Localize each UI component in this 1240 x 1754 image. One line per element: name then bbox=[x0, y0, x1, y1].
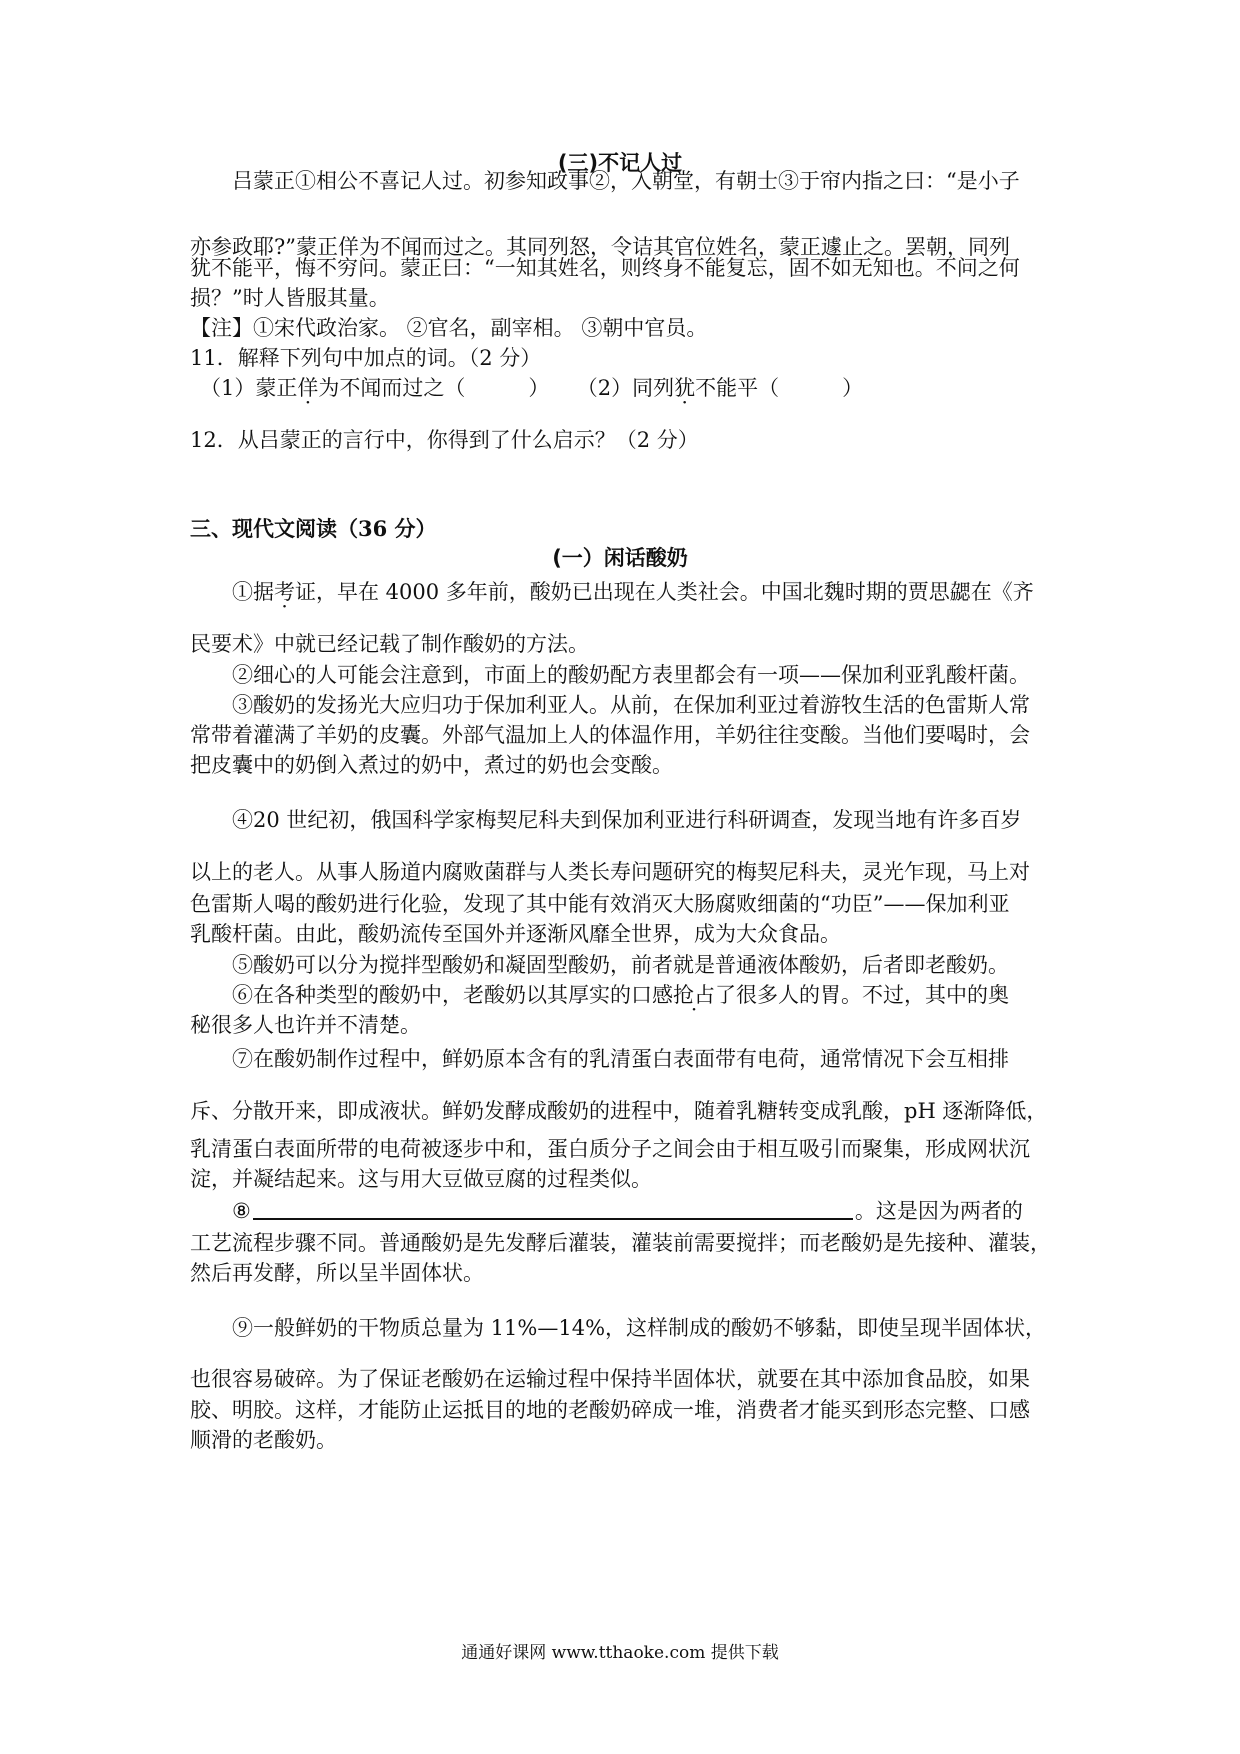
article-p4-line-3: 色雷斯人喝的酸奶进行化验，发现了其中能有效消灭大肠腐败细菌的“功臣”——保加利亚 bbox=[190, 892, 1010, 916]
question-11: 11．解释下列句中加点的词。（2 分） bbox=[190, 346, 542, 370]
p6-dotted-word: 抢占 bbox=[673, 983, 715, 1007]
q11-item-2-dotted-word: 犹 bbox=[674, 376, 696, 400]
article-p9-line-3: 胶、明胶。这样，才能防止运抵目的地的老酸奶碎成一堆，消费者才能买到形态完整、口感 bbox=[190, 1398, 1030, 1422]
article-p3-line-2: 常带着灌满了羊奶的皮囊。外部气温加上人的体温作用，羊奶往往变酸。当他们要喝时，会 bbox=[190, 723, 1030, 747]
part-3-heading: 三、现代文阅读（36 分） bbox=[190, 516, 437, 541]
article-p9-line-4: 顺滑的老酸奶。 bbox=[190, 1428, 337, 1452]
article-p6-line-1 bbox=[232, 980, 1102, 1010]
article-p1-line-2: 民要术》中就已经记载了制作酸奶的方法。 bbox=[190, 632, 589, 656]
article-p7-line-2: 斥、分散开来，即成液状。鲜奶发酵成酸奶的进程中，随着乳糖转变成乳酸，pH 逐渐降低， bbox=[190, 1099, 1048, 1123]
classical-text-line-1: 吕蒙正①相公不喜记人过。初参知政事②，入朝堂，有朝士③于帘内指之曰：“是小子 bbox=[232, 169, 1020, 193]
article-p7-line-3: 乳清蛋白表面所带的电荷被逐步中和，蛋白质分子之间会由于相互吸引而聚集，形成网状沉 bbox=[190, 1137, 1030, 1161]
classical-text-line-3: 犹不能平，悔不穷问。蒙正曰：“一知其姓名，则终身不能复忘，固不如无知也。不问之何 bbox=[190, 256, 1020, 280]
q11-item-1-dotted-word: 佯 bbox=[297, 376, 319, 400]
article-p9-line-2: 也很容易破碎。为了保证老酸奶在运输过程中保持半固体状，就要在其中添加食品胶，如果 bbox=[190, 1367, 1030, 1391]
article-p6-line-2: 秘很多人也许并不清楚。 bbox=[190, 1013, 421, 1037]
question-12: 12．从吕蒙正的言行中，你得到了什么启示？（2 分） bbox=[190, 428, 699, 452]
article-p7-line-1: ⑦在酸奶制作过程中，鲜奶原本含有的乳清蛋白表面带有电荷，通常情况下会互相排 bbox=[232, 1047, 1009, 1071]
q11-item-2-prefix: （2）同列 bbox=[576, 376, 675, 400]
article-p8-line-3: 然后再发酵，所以呈半固体状。 bbox=[190, 1261, 484, 1285]
article-p7-line-4: 淀，并凝结起来。这与用大豆做豆腐的过程类似。 bbox=[190, 1167, 652, 1191]
q11-item-1-suffix: 为不闻而过之（ ） bbox=[318, 376, 550, 400]
article-p4-line-2: 以上的老人。从事人肠道内腐败菌群与人类长寿问题研究的梅契尼科夫，灵光乍现，马上对 bbox=[190, 860, 1030, 884]
q11-item-2-suffix: 不能平（ ） bbox=[695, 376, 864, 400]
article-p1-line-1 bbox=[232, 577, 1102, 607]
article-p9-line-1: ⑨一般鲜奶的干物质总量为 11%—14%，这样制成的酸奶不够黏，即使呈现半固体状， bbox=[232, 1316, 1047, 1340]
article-p8-line-1 bbox=[232, 1196, 1102, 1226]
article-p8-line-2: 工艺流程步骤不同。普通酸奶是先发酵后灌装，灌装前需要搅拌；而老酸奶是先接种、灌装， bbox=[190, 1231, 1051, 1255]
annotation-note: 【注】①宋代政治家。 ②官名，副宰相。 ③朝中官员。 bbox=[190, 316, 708, 340]
article-p4-line-1: ④20 世纪初，俄国科学家梅契尼科夫到保加利亚进行科研调查，发现当地有许多百岁 bbox=[232, 808, 1022, 832]
p6-text-post: 了很多人的胃。不过，其中的奥 bbox=[715, 983, 1009, 1007]
p1-dotted-phrase: 据考证 bbox=[253, 580, 316, 604]
q11-item-1-prefix: （1）蒙正 bbox=[200, 376, 298, 400]
article-title-xianhua-suannai: (一）闲话酸奶 bbox=[552, 546, 688, 570]
article-p3-line-3: 把皮囊中的奶倒入煮过的奶中，煮过的奶也会变酸。 bbox=[190, 753, 673, 777]
classical-text-line-4: 损？”时人皆服其量。 bbox=[190, 286, 390, 310]
p6-text-pre: ⑥在各种类型的酸奶中，老酸奶以其厚实的口感 bbox=[232, 983, 673, 1007]
p8-number: ⑧ bbox=[232, 1199, 251, 1223]
article-p3-line-1: ③酸奶的发扬光大应归功于保加利亚人。从前，在保加利亚过着游牧生活的色雷斯人常 bbox=[232, 693, 1030, 717]
article-p2: ②细心的人可能会注意到，市面上的酸奶配方表里都会有一项——保加利亚乳酸杆菌。 bbox=[232, 663, 1030, 687]
p1-text: ，早在 4000 多年前，酸奶已出现在人类社会。中国北魏时期的贾思勰在《齐 bbox=[316, 580, 1034, 604]
article-p5: ⑤酸奶可以分为搅拌型酸奶和凝固型酸奶，前者就是普通液体酸奶，后者即老酸奶。 bbox=[232, 953, 1009, 977]
section-title-bujirenguo: (三)不记人过 bbox=[557, 151, 683, 175]
question-11-items bbox=[200, 373, 1070, 403]
footer-watermark: 通通好课网 www.tthaoke.com 提供下载 bbox=[461, 1643, 779, 1663]
p1-number: ① bbox=[232, 580, 253, 604]
p8-answer-blank[interactable] bbox=[253, 1196, 853, 1220]
p8-text: 。这是因为两者的 bbox=[854, 1199, 1023, 1223]
classical-text-line-2: 亦参政耶?”蒙正佯为不闻而过之。其同列怒，令诘其官位姓名，蒙正遽止之。罢朝，同列 bbox=[190, 235, 1010, 259]
article-p4-line-4: 乳酸杆菌。由此，酸奶流传至国外并逐渐风靡全世界，成为大众食品。 bbox=[190, 922, 841, 946]
